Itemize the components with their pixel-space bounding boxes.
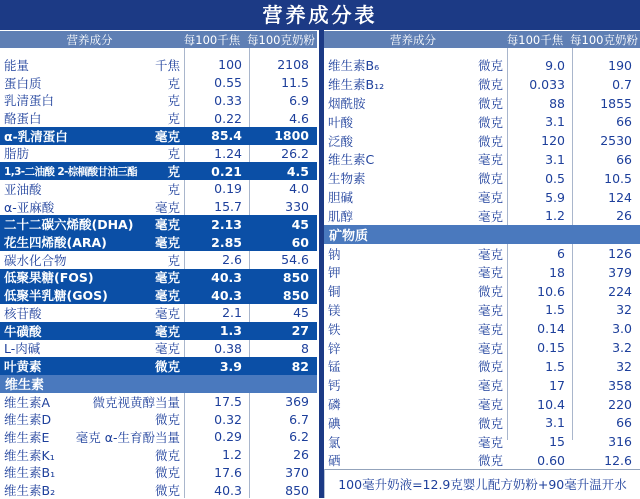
value-per-100g: 66 (616, 114, 632, 130)
nutrient-name: 磷 (328, 397, 341, 413)
value-per-100g: 850 (282, 269, 309, 285)
value-per-100g: 358 (608, 377, 632, 393)
value-per-100kj: 17 (549, 377, 565, 393)
value-per-100kj: 0.29 (214, 429, 242, 445)
value-per-100kj: 1.3 (219, 323, 242, 339)
value-per-100g: 3.0 (612, 321, 632, 337)
table-row (0, 180, 317, 198)
table-row (324, 282, 640, 301)
table-row (0, 162, 317, 180)
column-header-per-100g: 每100克奶粉 (247, 32, 315, 47)
nutrient-unit: 毫克 (477, 265, 503, 281)
table-row (0, 145, 317, 163)
nutrient-unit: 毫克 (154, 235, 180, 251)
value-per-100g: 4.0 (289, 181, 309, 197)
value-per-100kj: 17.5 (214, 394, 242, 410)
value-per-100kj: 17.6 (214, 464, 242, 480)
nutrient-unit: 毫克 (477, 397, 503, 413)
nutrient-name: 钠 (328, 246, 341, 262)
section-header-row (324, 225, 640, 244)
table-row (324, 413, 640, 432)
table-row (324, 131, 640, 150)
value-per-100kj: 0.21 (211, 163, 242, 179)
value-per-100kj: 0.5 (545, 170, 565, 186)
value-per-100kj: 2.85 (211, 234, 242, 250)
nutrient-unit: 毫克 (477, 190, 503, 206)
nutrient-name: 维生素B₁ (4, 465, 56, 481)
section-title: 维生素 (5, 378, 45, 394)
table-row (0, 304, 317, 322)
value-per-100g: 3.2 (612, 340, 632, 356)
nutrient-name: 维生素E (4, 429, 50, 445)
nutrient-name: 锰 (328, 359, 341, 375)
value-per-100g: 4.6 (289, 110, 309, 126)
table-row (0, 393, 317, 411)
nutrient-name: 叶黄素 (4, 359, 42, 375)
value-per-100kj: 1.2 (545, 208, 565, 224)
table-row (0, 56, 317, 74)
nutrient-unit: 毫克 (477, 340, 503, 356)
value-per-100g: 330 (285, 199, 309, 215)
value-per-100kj: 0.14 (537, 321, 565, 337)
value-per-100g: 6.9 (289, 92, 309, 108)
value-per-100kj: 2.1 (222, 305, 242, 321)
value-per-100kj: 85.4 (211, 128, 242, 144)
nutrient-name: 维生素B₂ (4, 483, 56, 499)
table-row (324, 357, 640, 376)
nutrient-name: L-肉碱 (4, 341, 41, 357)
nutrient-unit: 毫克 (477, 378, 503, 394)
table-row (324, 451, 640, 470)
value-per-100g: 850 (285, 482, 309, 498)
nutrient-unit: 毫克 (477, 434, 503, 450)
value-per-100kj: 40.3 (214, 482, 242, 498)
value-per-100kj: 40.3 (211, 287, 242, 303)
value-per-100g: 82 (291, 358, 309, 374)
table-row (0, 340, 317, 358)
section-header-row (0, 375, 317, 393)
nutrient-name: 镁 (328, 302, 341, 318)
nutrient-unit: 克 (167, 181, 180, 197)
value-per-100g: 369 (285, 394, 309, 410)
value-per-100g: 850 (282, 287, 309, 303)
value-per-100g: 1855 (600, 95, 632, 111)
nutrient-unit: 微克 (477, 96, 503, 112)
nutrient-name: 能量 (4, 57, 30, 73)
nutrient-name: 低聚果糖(FOS) (4, 270, 94, 286)
value-per-100g: 27 (291, 323, 309, 339)
left-table-rows (0, 48, 317, 498)
value-per-100g: 1800 (274, 128, 309, 144)
value-per-100g: 2530 (600, 133, 632, 149)
column-header-nutrient: 营养成分 (66, 32, 113, 47)
nutrient-unit: 毫克 (477, 152, 503, 168)
table-row (324, 338, 640, 357)
value-per-100g: 60 (291, 234, 309, 250)
nutrient-name: 硒 (328, 453, 341, 469)
nutrient-name: 铜 (328, 284, 341, 300)
table-row (0, 91, 317, 109)
value-per-100kj: 10.6 (537, 283, 565, 299)
nutrient-unit: 微克 (154, 483, 180, 499)
nutrient-unit: 毫克 (154, 217, 180, 233)
nutrient-name: 叶酸 (328, 114, 354, 130)
table-row (0, 481, 317, 499)
nutrient-name: 维生素K₁ (4, 447, 55, 463)
nutrient-name: 脂肪 (4, 146, 30, 162)
table-row (0, 322, 317, 340)
section-title: 矿物质 (329, 229, 369, 245)
nutrient-unit: 微克 (477, 359, 503, 375)
nutrient-name: 肌醇 (328, 208, 354, 224)
value-per-100kj: 1.5 (545, 358, 565, 374)
value-per-100g: 26 (293, 447, 309, 463)
nutrient-name: 维生素B₁₂ (328, 77, 385, 93)
preparation-note: 100毫升奶液=12.9克婴儿配方奶粉+90毫升温开水 (324, 469, 640, 498)
nutrient-unit: 微克 (477, 415, 503, 431)
table-row (0, 233, 317, 251)
value-per-100g: 32 (616, 358, 632, 374)
nutrient-unit: 微克 (477, 171, 503, 187)
table-row (324, 432, 640, 451)
nutrient-name: 1,3-二油酸 2-棕榈酸甘油三酯 (4, 165, 138, 178)
table-row (0, 410, 317, 428)
table-row (324, 169, 640, 188)
table-row (324, 56, 640, 75)
nutrient-unit: 微克 (154, 447, 180, 463)
nutrient-unit: 毫克 (477, 246, 503, 262)
nutrient-name: 低聚半乳糖(GOS) (4, 288, 108, 304)
nutrient-name: 锌 (328, 340, 341, 356)
table-row (324, 207, 640, 226)
nutrient-unit: 毫克 (154, 341, 180, 357)
nutrient-unit: 微克 (154, 412, 180, 428)
nutrient-unit: 毫克 (477, 208, 503, 224)
nutrient-name: 牛磺酸 (4, 323, 42, 339)
nutrient-unit: 微克 (154, 465, 180, 481)
table-row (324, 301, 640, 320)
value-per-100g: 224 (608, 283, 632, 299)
value-per-100kj: 0.55 (214, 75, 242, 91)
nutrient-unit: 克 (167, 75, 180, 91)
nutrient-unit: 毫克 α-生育酚当量 (75, 429, 180, 445)
value-per-100g: 32 (616, 302, 632, 318)
table-row (324, 244, 640, 263)
value-per-100g: 4.5 (286, 163, 309, 179)
value-per-100kj: 3.1 (545, 151, 565, 167)
table-row (324, 188, 640, 207)
value-per-100kj: 88 (549, 95, 565, 111)
nutrient-name: 铁 (328, 321, 341, 337)
nutrient-name: 维生素D (4, 412, 52, 428)
nutrient-unit: 毫克 (154, 288, 180, 304)
nutrient-unit: 微克 (477, 453, 503, 469)
value-per-100kj: 6 (557, 246, 565, 262)
table-row (324, 376, 640, 395)
table-row (0, 357, 317, 375)
value-per-100kj: 1.24 (214, 145, 242, 161)
nutrient-unit: 毫克 (154, 305, 180, 321)
table-row (324, 150, 640, 169)
value-per-100kj: 100 (218, 57, 242, 73)
table-row (0, 109, 317, 127)
value-per-100kj: 0.15 (537, 340, 565, 356)
nutrient-unit: 克 (167, 252, 180, 268)
value-per-100kj: 0.33 (214, 92, 242, 108)
nutrient-unit: 千焦 (154, 57, 180, 73)
nutrient-name: 碘 (328, 415, 341, 431)
nutrient-name: 维生素A (4, 394, 51, 410)
value-per-100g: 26 (616, 208, 632, 224)
value-per-100g: 220 (608, 396, 632, 412)
right-table-rows (324, 48, 640, 469)
value-per-100kj: 3.1 (545, 114, 565, 130)
nutrient-name: 维生素B₆ (328, 58, 380, 74)
nutrient-unit: 克 (167, 93, 180, 109)
value-per-100g: 54.6 (281, 252, 309, 268)
value-per-100kj: 1.5 (545, 302, 565, 318)
table-row (0, 286, 317, 304)
value-per-100kj: 15.7 (214, 199, 242, 215)
value-per-100kj: 40.3 (211, 269, 242, 285)
nutrient-unit: 毫克 (154, 128, 180, 144)
nutrient-name: 二十二碳六烯酸(DHA) (4, 217, 134, 233)
value-per-100kj: 15 (549, 434, 565, 450)
table-row (0, 269, 317, 287)
value-per-100kj: 5.9 (545, 189, 565, 205)
table-row (324, 395, 640, 414)
nutrient-unit: 微克 (154, 359, 180, 375)
nutrient-unit: 克 (167, 146, 180, 162)
value-per-100kj: 0.033 (529, 76, 565, 92)
nutrient-name: 维生素C (328, 152, 375, 168)
column-header-nutrient: 营养成分 (390, 32, 436, 47)
value-per-100kj: 0.19 (214, 181, 242, 197)
value-per-100g: 2108 (277, 57, 309, 73)
nutrient-unit: 毫克 (477, 321, 503, 337)
table-row (0, 251, 317, 269)
value-per-100kj: 0.22 (214, 110, 242, 126)
nutrient-unit: 毫克 (154, 323, 180, 339)
table-row (0, 127, 317, 145)
table-row (324, 94, 640, 113)
nutrient-name: 亚油酸 (4, 181, 42, 197)
table-row (324, 319, 640, 338)
nutrient-name: 生物素 (328, 171, 366, 187)
table-row (324, 75, 640, 94)
value-per-100g: 8 (301, 340, 309, 356)
value-per-100kj: 120 (541, 133, 565, 149)
value-per-100g: 6.2 (289, 429, 309, 445)
nutrient-unit: 微克 (477, 77, 503, 93)
table-row (0, 198, 317, 216)
left-nutrition-table (0, 30, 317, 498)
value-per-100g: 190 (608, 57, 632, 73)
nutrient-name: 花生四烯酸(ARA) (4, 235, 107, 251)
value-per-100g: 12.6 (604, 452, 632, 468)
value-per-100g: 26.2 (281, 145, 309, 161)
nutrient-name: 钾 (328, 265, 341, 281)
value-per-100g: 66 (616, 415, 632, 431)
value-per-100kj: 3.1 (545, 415, 565, 431)
nutrient-name: 钙 (328, 378, 341, 394)
nutrient-unit: 微克视黄醇当量 (92, 394, 180, 410)
right-nutrition-table (319, 30, 640, 498)
value-per-100g: 45 (291, 216, 309, 232)
column-header-per-100kj: 每100千焦 (183, 32, 241, 47)
tables-container (0, 30, 640, 498)
table-row (0, 428, 317, 446)
value-per-100g: 45 (293, 305, 309, 321)
value-per-100g: 0.7 (612, 76, 632, 92)
value-per-100kj: 2.13 (211, 216, 242, 232)
value-per-100kj: 2.6 (222, 252, 242, 268)
value-per-100kj: 0.32 (214, 411, 242, 427)
table-row (324, 112, 640, 131)
left-table-header (0, 31, 317, 48)
nutrient-unit: 克 (167, 111, 180, 127)
nutrient-name: 乳清蛋白 (4, 93, 55, 109)
value-per-100g: 6.7 (289, 411, 309, 427)
nutrient-name: 蛋白质 (4, 75, 42, 91)
nutrient-unit: 微克 (477, 284, 503, 300)
nutrient-name: 氯 (328, 434, 341, 450)
value-per-100kj: 9.0 (545, 57, 565, 73)
table-row (0, 74, 317, 92)
nutrient-unit: 微克 (477, 133, 503, 149)
value-per-100kj: 0.38 (214, 340, 242, 356)
value-per-100kj: 3.9 (219, 358, 242, 374)
table-row (0, 446, 317, 464)
value-per-100kj: 18 (549, 264, 565, 280)
column-header-per-100g: 每100克奶粉 (570, 32, 638, 47)
nutrient-unit: 毫克 (154, 270, 180, 286)
table-row (0, 215, 317, 233)
value-per-100kj: 0.60 (537, 452, 565, 468)
value-per-100g: 370 (285, 464, 309, 480)
nutrient-unit: 毫克 (477, 302, 503, 318)
value-per-100g: 11.5 (281, 75, 309, 91)
nutrient-unit: 微克 (477, 58, 503, 74)
value-per-100g: 379 (608, 264, 632, 280)
nutrient-name: 烟酰胺 (328, 96, 366, 112)
nutrient-unit: 毫克 (154, 199, 180, 215)
value-per-100kj: 1.2 (222, 447, 242, 463)
value-per-100g: 10.5 (604, 170, 632, 186)
nutrient-name: 胆碱 (328, 190, 354, 206)
table-row (324, 263, 640, 282)
right-table-header (324, 31, 640, 48)
nutrient-unit: 微克 (477, 114, 503, 130)
nutrient-name: α-亚麻酸 (4, 199, 55, 215)
page-title: 营养成分表 (0, 0, 640, 30)
value-per-100kj: 10.4 (537, 396, 565, 412)
column-header-per-100kj: 每100千焦 (506, 32, 564, 47)
nutrient-name: 泛酸 (328, 133, 354, 149)
table-row (0, 464, 317, 482)
nutrient-unit: 克 (167, 164, 180, 180)
nutrient-name: 核苷酸 (4, 305, 42, 321)
value-per-100g: 124 (608, 189, 632, 205)
nutrient-name: α-乳清蛋白 (4, 128, 68, 144)
nutrient-name: 酪蛋白 (4, 111, 42, 127)
value-per-100g: 316 (608, 434, 632, 450)
value-per-100g: 126 (608, 246, 632, 262)
value-per-100g: 66 (616, 151, 632, 167)
nutrient-name: 碳水化合物 (4, 252, 67, 268)
